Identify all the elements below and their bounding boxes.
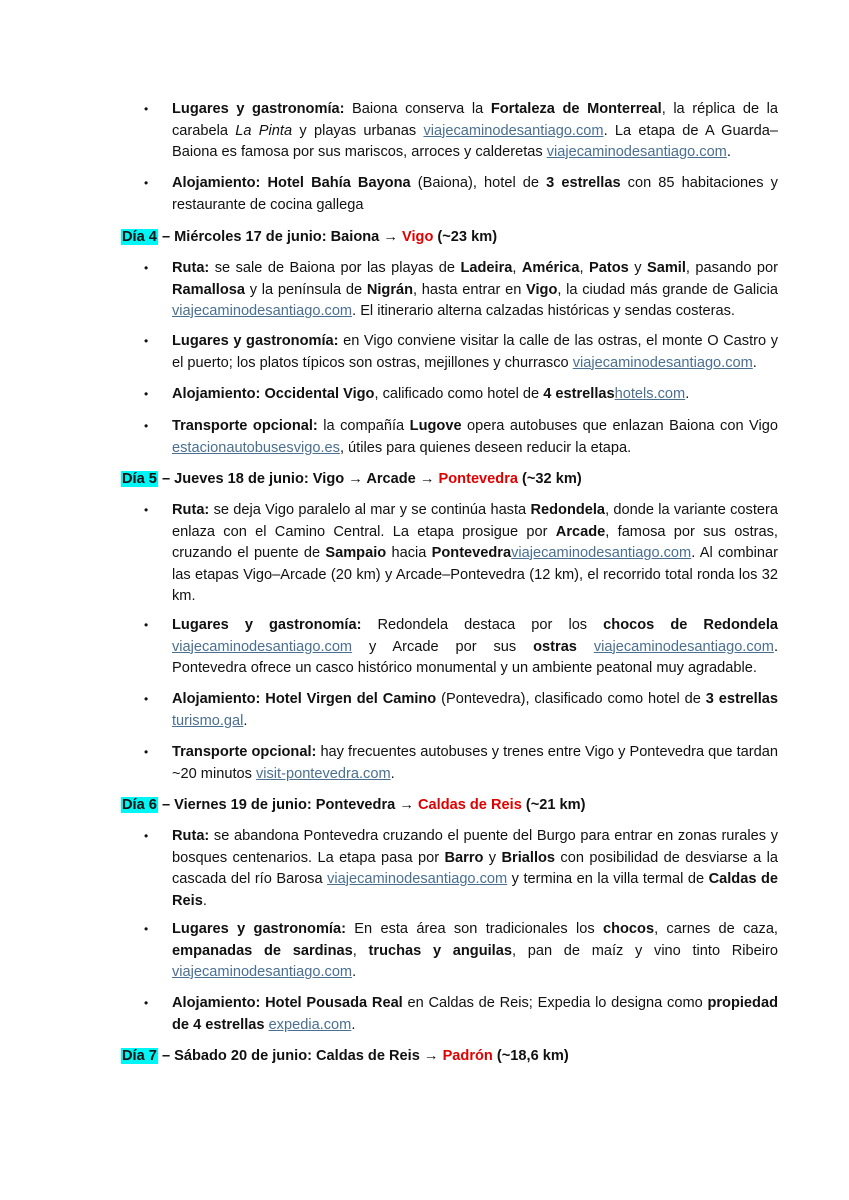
day-tag: Día 6 xyxy=(122,797,157,813)
bullet-icon: • xyxy=(144,692,149,706)
source-link[interactable]: visit-pontevedra.com xyxy=(255,765,391,782)
source-link[interactable]: expedia.com xyxy=(268,1016,352,1033)
day-heading-6: Día 6 – Viernes 19 de junio: Pontevedra → Caldas de Reis (~21 km) xyxy=(122,797,586,813)
list-item-d4-ruta: • Ruta: se sale de Baiona por las playas de Ladeira, América, Patos y Samil, pasando por Ramallosa y la península de Nigrán, hasta entrar en Vigo, la ciudad más grande de Galicia viajecaminodesantiago.com. El itinerario alterna calzadas históricas y sendas costeras. xyxy=(144,260,778,319)
bullet-icon: • xyxy=(144,618,149,632)
bullet-icon: • xyxy=(144,102,149,116)
source-link[interactable]: estacionautobusesvigo.es xyxy=(172,439,340,456)
list-item-d5-transporte: • Transporte opcional: hay frecuentes autobuses y trenes entre Vigo y Pontevedra que tardan ~20 minutos visit-pontevedra.com. xyxy=(144,744,778,782)
destination: Vigo xyxy=(402,229,434,245)
bullet-icon: • xyxy=(144,996,149,1010)
bullet-icon: • xyxy=(144,745,149,759)
source-link[interactable]: hotels.com xyxy=(614,386,686,402)
list-item-d5-alojamiento: • Alojamiento: Hotel Virgen del Camino (Pontevedra), clasificado como hotel de 3 estrellas turismo.gal. xyxy=(144,691,778,729)
list-item-d4-lugares: • Lugares y gastronomía: en Vigo conviene visitar la calle de las ostras, el monte O Castro y el puerto; los platos típicos son ostras, mejillones y churrasco viajecaminodesantiago.com. xyxy=(144,333,778,371)
source-link[interactable]: viajecaminodesantiago.com xyxy=(511,545,692,561)
bullet-icon: • xyxy=(144,261,149,275)
bullet-icon: • xyxy=(144,419,149,433)
bullet-icon: • xyxy=(144,387,149,401)
source-link[interactable]: viajecaminodesantiago.com xyxy=(572,354,753,371)
bullet-icon: • xyxy=(144,334,149,348)
list-item-d6-lugares: • Lugares y gastronomía: En esta área son tradicionales los chocos, carnes de caza, empanadas de sardinas, truchas y anguilas, pan de maíz y vino tinto Ribeiro viajecaminodesantiago.com. xyxy=(144,921,778,980)
bullet-icon: • xyxy=(144,176,149,190)
day-tag: Día 5 xyxy=(122,471,157,487)
source-link[interactable]: viajecaminodesantiago.com xyxy=(593,638,774,655)
list-item-baiona-lugares: • Lugares y gastronomía: Baiona conserva la Fortaleza de Monterreal, la réplica de la carabela La Pinta y playas urbanas viajecaminodesantiago.com. La etapa de A Guarda–Baiona es famosa por sus mariscos, arroces y calderetas viajecaminodesantiago.com. xyxy=(144,101,778,160)
source-link[interactable]: viajecaminodesantiago.com xyxy=(423,122,604,139)
destination: Pontevedra xyxy=(438,471,518,487)
destination: Caldas de Reis xyxy=(417,797,522,813)
day-heading-4: Día 4 – Miércoles 17 de junio: Baiona → Vigo (~23 km) xyxy=(122,229,498,245)
list-item-d5-lugares: • Lugares y gastronomía: Redondela destaca por los chocos de Redondela viajecaminodesantiago.com y Arcade por sus ostras viajecaminodesantiago.com. Pontevedra ofrece un casco histórico monumental y un ambiente peatonal muy agradable. xyxy=(144,617,779,676)
day-heading-5: Día 5 – Jueves 18 de junio: Vigo → Arcade → Pontevedra (~32 km) xyxy=(122,471,582,487)
list-item-d6-alojamiento: • Alojamiento: Hotel Pousada Real en Caldas de Reis; Expedia lo designa como propiedad de 4 estrellas expedia.com. xyxy=(144,995,778,1033)
day-tag: Día 4 xyxy=(122,229,157,245)
list-item-d4-alojamiento: • Alojamiento: Occidental Vigo, calificado como hotel de 4 estrellashotels.com. xyxy=(172,384,778,406)
source-link[interactable]: viajecaminodesantiago.com xyxy=(327,871,508,887)
source-link[interactable]: viajecaminodesantiago.com xyxy=(172,638,353,655)
list-item-baiona-alojamiento: • Alojamiento: Hotel Bahía Bayona (Baiona), hotel de 3 estrellas con 85 habitaciones y restaurante de cocina gallega xyxy=(144,175,778,213)
bullet-icon: • xyxy=(144,829,149,843)
source-link[interactable]: viajecaminodesantiago.com xyxy=(546,144,727,160)
list-item-d5-ruta: • Ruta: se deja Vigo paralelo al mar y se continúa hasta Redondela, donde la variante costera enlaza con el Camino Central. La etapa prosigue por Arcade, famosa por sus ostras, cruzando el puente de Sampaio hacia Pontevedraviajecaminodesantiago.com. Al combinar las etapas Vigo–Arcade (20 km) y Arcade–Pontevedra (12 km), el recorrido total ronda los 32 km. xyxy=(144,502,778,604)
day-tag: Día 7 xyxy=(122,1048,157,1064)
source-link[interactable]: turismo.gal xyxy=(172,712,244,729)
source-link[interactable]: viajecaminodesantiago.com xyxy=(172,964,353,980)
source-link[interactable]: viajecaminodesantiago.com xyxy=(172,303,353,319)
list-item-d4-transporte: • Transporte opcional: la compañía Lugove opera autobuses que enlazan Baiona con Vigo estacionautobusesvigo.es, útiles para quienes deseen reducir la etapa. xyxy=(144,418,778,456)
day-heading-7: Día 7 – Sábado 20 de junio: Caldas de Reis → Padrón (~18,6 km) xyxy=(122,1048,569,1064)
list-item-d6-ruta: • Ruta: se abandona Pontevedra cruzando el puente del Burgo para entrar en zonas rurales y bosques centenarios. La etapa pasa por Barro y Briallos con posibilidad de desviarse a la cascada del río Barosa viajecaminodesantiago.com y termina en la villa termal de Caldas de Reis. xyxy=(144,828,779,909)
bullet-icon: • xyxy=(144,922,149,936)
bullet-icon: • xyxy=(144,503,149,517)
destination: Padrón xyxy=(442,1048,493,1064)
